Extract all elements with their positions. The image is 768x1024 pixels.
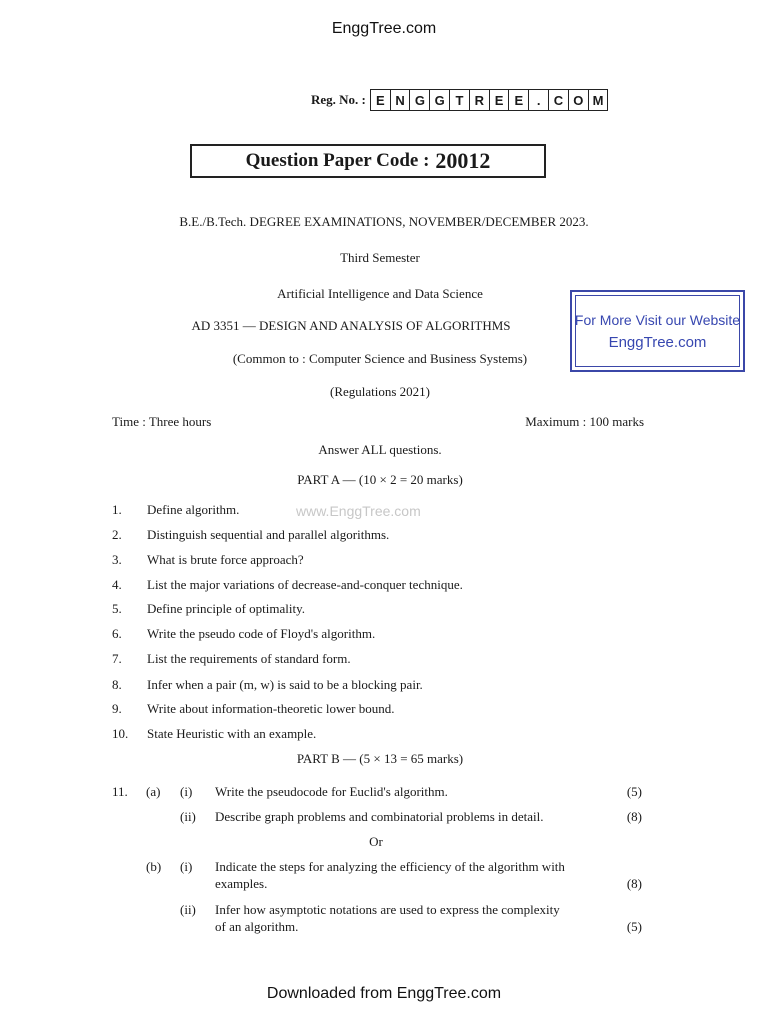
part-label: (ii) bbox=[180, 809, 196, 824]
reg-box: R bbox=[470, 90, 490, 110]
question-item bbox=[112, 502, 239, 518]
question-text: Infer when a pair (m, w) is said to be a blocking pair. bbox=[147, 677, 423, 692]
reg-no-label: Reg. No. : bbox=[311, 92, 366, 107]
question-number: 4. bbox=[112, 577, 122, 592]
question-number: 5. bbox=[112, 601, 122, 616]
sub-question-label: (b) bbox=[146, 859, 162, 874]
question-number: 7. bbox=[112, 651, 122, 666]
question-number: 1. bbox=[112, 502, 122, 517]
marks: (5) bbox=[626, 784, 642, 799]
question-text: Distinguish sequential and parallel algorithms. bbox=[147, 527, 390, 542]
semester: Third Semester bbox=[340, 250, 420, 265]
department: Artificial Intelligence and Data Science bbox=[277, 286, 483, 301]
promo-line-2: EnggTree.com bbox=[608, 334, 707, 351]
question-number: 9. bbox=[112, 701, 122, 716]
question-text: What is brute force approach? bbox=[147, 552, 304, 567]
question-number: 3. bbox=[112, 552, 122, 567]
question-text: State Heuristic with an example. bbox=[147, 726, 317, 741]
question-item bbox=[112, 677, 423, 693]
question-text-continued: examples. bbox=[215, 876, 268, 891]
question-item bbox=[112, 651, 351, 667]
reg-box: G bbox=[430, 90, 450, 110]
question-text: Infer how asymptotic notations are used to express the complexity bbox=[215, 902, 560, 917]
question-item bbox=[112, 552, 304, 568]
reg-box: E bbox=[509, 90, 529, 110]
question-number: 6. bbox=[112, 626, 122, 641]
question-text: List the requirements of standard form. bbox=[147, 651, 351, 666]
reg-box: E bbox=[490, 90, 510, 110]
site-footer: Downloaded from EnggTree.com bbox=[266, 985, 502, 1002]
question-text: Write the pseudocode for Euclid's algorithm. bbox=[215, 784, 448, 799]
part-a-title: PART A — (10 × 2 = 20 marks) bbox=[297, 472, 463, 487]
reg-box: M bbox=[589, 90, 609, 110]
question-paper-code: 20012 bbox=[435, 148, 491, 173]
reg-box: O bbox=[569, 90, 589, 110]
question-text: Describe graph problems and combinatorial problems in detail. bbox=[215, 809, 544, 824]
question-item bbox=[112, 577, 463, 593]
part-label: (i) bbox=[180, 784, 193, 799]
question-text: Indicate the steps for analyzing the efficiency of the algorithm with bbox=[215, 859, 565, 874]
part-label: (i) bbox=[180, 859, 193, 874]
question-item bbox=[112, 527, 389, 543]
question-item bbox=[112, 601, 305, 617]
exam-time: Time : Three hours bbox=[112, 414, 212, 429]
reg-box: N bbox=[391, 90, 411, 110]
question-number: 10. bbox=[112, 726, 129, 741]
question-item bbox=[112, 626, 375, 642]
promo-box bbox=[570, 290, 745, 372]
subject-text: AD 3351 — DESIGN AND ANALYSIS OF ALGORITHMS bbox=[191, 318, 511, 333]
question-item bbox=[112, 701, 394, 717]
max-marks: Maximum : 100 marks bbox=[525, 414, 644, 429]
reg-no-boxes bbox=[370, 89, 609, 111]
reg-box: . bbox=[529, 90, 549, 110]
reg-box: C bbox=[549, 90, 569, 110]
sub-question-label: (a) bbox=[146, 784, 161, 799]
question-text: Write the pseudo code of Floyd's algorithm. bbox=[147, 626, 376, 641]
part-b-title: PART B — (5 × 13 = 65 marks) bbox=[296, 751, 464, 766]
question-number: 2. bbox=[112, 527, 122, 542]
degree-title: B.E./B.Tech. DEGREE EXAMINATIONS, NOVEMBER/DECEMBER 2023. bbox=[179, 214, 589, 229]
instructions: Answer ALL questions. bbox=[318, 442, 442, 457]
question-text: Define algorithm. bbox=[147, 502, 240, 517]
reg-box: G bbox=[410, 90, 430, 110]
reg-box: E bbox=[371, 90, 391, 110]
reg-no bbox=[311, 89, 608, 111]
regulations: (Regulations 2021) bbox=[329, 384, 430, 399]
site-header: EnggTree.com bbox=[331, 20, 437, 37]
common-to: (Common to : Computer Science and Business Systems) bbox=[232, 351, 528, 366]
question-text: Define principle of optimality. bbox=[147, 601, 305, 616]
question-item bbox=[112, 726, 316, 742]
watermark: www.EnggTree.com bbox=[296, 503, 421, 519]
question-text: Write about information-theoretic lower bound. bbox=[147, 701, 395, 716]
reg-box: T bbox=[450, 90, 470, 110]
question-number: 8. bbox=[112, 677, 122, 692]
part-label: (ii) bbox=[180, 902, 196, 917]
promo-line-1: For More Visit our Website bbox=[574, 312, 741, 328]
marks: (8) bbox=[626, 876, 642, 891]
question-paper-code-label: Question Paper Code : bbox=[245, 150, 430, 171]
marks: (8) bbox=[626, 809, 642, 824]
marks: (5) bbox=[626, 919, 642, 934]
or-separator: Or bbox=[369, 834, 383, 849]
question-text-continued: of an algorithm. bbox=[215, 919, 299, 934]
question-number: 11. bbox=[112, 784, 128, 799]
question-text: List the major variations of decrease-and-conquer technique. bbox=[147, 577, 463, 592]
question-paper-code-box bbox=[190, 144, 546, 178]
